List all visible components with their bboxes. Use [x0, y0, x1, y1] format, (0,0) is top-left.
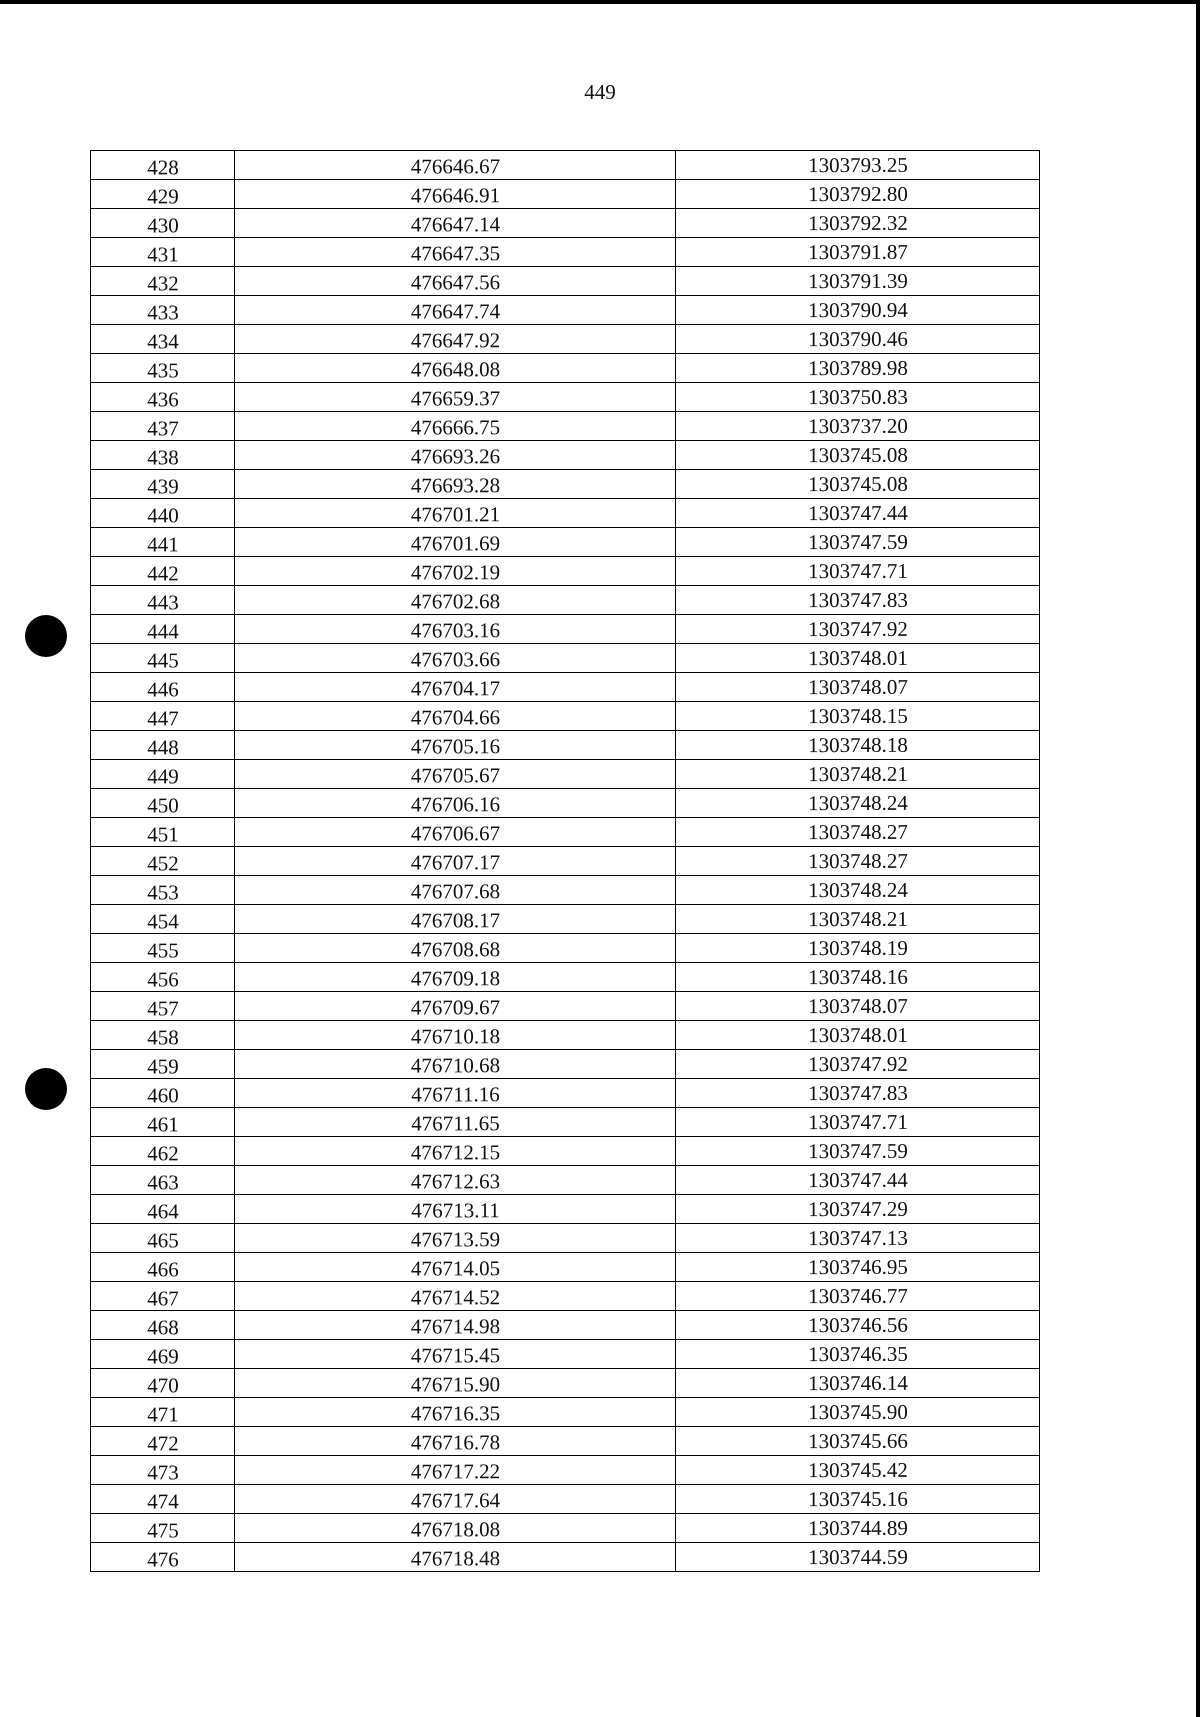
x-coordinate-cell: 476707.68 — [234, 875, 675, 906]
point-number-cell: 435 — [90, 355, 234, 385]
y-coordinate-cell: 1303790.94 — [675, 294, 1039, 324]
table-row — [90, 874, 1039, 906]
y-coordinate-cell: 1303748.15 — [675, 700, 1039, 730]
point-number-cell: 449 — [90, 761, 234, 791]
x-coordinate-cell: 476715.45 — [234, 1339, 675, 1370]
table-row — [90, 1367, 1039, 1399]
table-row — [90, 961, 1039, 993]
x-coordinate-cell: 476646.67 — [234, 150, 675, 181]
x-coordinate-cell: 476716.35 — [234, 1397, 675, 1428]
x-coordinate-cell: 476709.18 — [234, 962, 675, 993]
y-coordinate-cell: 1303748.27 — [675, 845, 1039, 875]
table-row — [90, 1396, 1039, 1428]
table-row — [90, 1251, 1039, 1283]
x-coordinate-cell: 476715.90 — [234, 1368, 675, 1399]
table-row — [90, 1425, 1039, 1457]
x-coordinate-cell: 476718.48 — [234, 1542, 675, 1573]
y-coordinate-cell: 1303748.18 — [675, 729, 1039, 759]
point-number-cell: 439 — [90, 471, 234, 501]
table-row — [90, 265, 1039, 297]
scan-border-right — [1196, 0, 1200, 1717]
x-coordinate-cell: 476702.19 — [234, 556, 675, 587]
x-coordinate-cell: 476713.11 — [234, 1194, 675, 1225]
x-coordinate-cell: 476711.65 — [234, 1107, 675, 1138]
point-number-cell: 432 — [90, 268, 234, 298]
table-row — [90, 294, 1039, 326]
table-row — [90, 497, 1039, 529]
x-coordinate-cell: 476714.05 — [234, 1252, 675, 1283]
point-number-cell: 428 — [90, 152, 234, 182]
point-number-cell: 465 — [90, 1225, 234, 1255]
point-number-cell: 437 — [90, 413, 234, 443]
y-coordinate-cell: 1303792.80 — [675, 178, 1039, 208]
x-coordinate-cell: 476647.56 — [234, 266, 675, 297]
table-row — [90, 1048, 1039, 1080]
table-row — [90, 468, 1039, 500]
x-coordinate-cell: 476705.16 — [234, 730, 675, 761]
point-number-cell: 461 — [90, 1109, 234, 1139]
point-number-cell: 460 — [90, 1080, 234, 1110]
page-number: 449 — [584, 80, 616, 104]
point-number-cell: 448 — [90, 732, 234, 762]
x-coordinate-cell: 476647.74 — [234, 295, 675, 326]
y-coordinate-cell: 1303744.59 — [675, 1541, 1039, 1571]
table-row — [90, 1135, 1039, 1167]
y-coordinate-cell: 1303747.44 — [675, 1164, 1039, 1194]
point-number-cell: 458 — [90, 1022, 234, 1052]
point-number-cell: 468 — [90, 1312, 234, 1342]
table-row — [90, 381, 1039, 413]
table-row — [90, 439, 1039, 471]
scan-border-top — [0, 0, 1200, 4]
y-coordinate-cell: 1303747.83 — [675, 1077, 1039, 1107]
point-number-cell: 443 — [90, 587, 234, 617]
x-coordinate-cell: 476705.67 — [234, 759, 675, 790]
x-coordinate-cell: 476647.35 — [234, 237, 675, 268]
table-row — [90, 236, 1039, 268]
point-number-cell: 430 — [90, 210, 234, 240]
x-coordinate-cell: 476704.17 — [234, 672, 675, 703]
x-coordinate-cell: 476717.22 — [234, 1455, 675, 1486]
table-row — [90, 613, 1039, 645]
point-number-cell: 442 — [90, 558, 234, 588]
y-coordinate-cell: 1303790.46 — [675, 323, 1039, 353]
y-coordinate-cell: 1303745.08 — [675, 439, 1039, 469]
point-number-cell: 455 — [90, 935, 234, 965]
x-coordinate-cell: 476712.63 — [234, 1165, 675, 1196]
x-coordinate-cell: 476711.16 — [234, 1078, 675, 1109]
point-number-cell: 436 — [90, 384, 234, 414]
x-coordinate-cell: 476706.67 — [234, 817, 675, 848]
y-coordinate-cell: 1303747.59 — [675, 526, 1039, 556]
y-coordinate-cell: 1303748.24 — [675, 874, 1039, 904]
y-coordinate-cell: 1303746.95 — [675, 1251, 1039, 1281]
x-coordinate-cell: 476647.92 — [234, 324, 675, 355]
point-number-cell: 429 — [90, 181, 234, 211]
table-row — [90, 1193, 1039, 1225]
y-coordinate-cell: 1303748.21 — [675, 758, 1039, 788]
table-row — [90, 729, 1039, 761]
x-coordinate-cell: 476709.67 — [234, 991, 675, 1022]
table-row — [90, 526, 1039, 558]
x-coordinate-cell: 476718.08 — [234, 1513, 675, 1544]
coordinates-table-body — [91, 151, 1040, 1572]
point-number-cell: 452 — [90, 848, 234, 878]
y-coordinate-cell: 1303746.77 — [675, 1280, 1039, 1310]
table-row — [90, 816, 1039, 848]
y-coordinate-cell: 1303747.13 — [675, 1222, 1039, 1252]
table-row — [90, 1338, 1039, 1370]
y-coordinate-cell: 1303748.07 — [675, 671, 1039, 701]
y-coordinate-cell: 1303748.01 — [675, 642, 1039, 672]
table-row — [90, 555, 1039, 587]
y-coordinate-cell: 1303748.07 — [675, 990, 1039, 1020]
y-coordinate-cell: 1303748.01 — [675, 1019, 1039, 1049]
point-number-cell: 447 — [90, 703, 234, 733]
y-coordinate-cell: 1303748.27 — [675, 816, 1039, 846]
table-row — [90, 1454, 1039, 1486]
table-row — [90, 1164, 1039, 1196]
point-number-cell: 441 — [90, 529, 234, 559]
y-coordinate-cell: 1303746.35 — [675, 1338, 1039, 1368]
point-number-cell: 446 — [90, 674, 234, 704]
point-number-cell: 466 — [90, 1254, 234, 1284]
point-number-cell: 456 — [90, 964, 234, 994]
y-coordinate-cell: 1303745.42 — [675, 1454, 1039, 1484]
table-row — [90, 642, 1039, 674]
x-coordinate-cell: 476647.14 — [234, 208, 675, 239]
x-coordinate-cell: 476702.68 — [234, 585, 675, 616]
y-coordinate-cell: 1303748.19 — [675, 932, 1039, 962]
y-coordinate-cell: 1303746.56 — [675, 1309, 1039, 1339]
point-number-cell: 459 — [90, 1051, 234, 1081]
point-number-cell: 457 — [90, 993, 234, 1023]
point-number-cell: 464 — [90, 1196, 234, 1226]
y-coordinate-cell: 1303748.21 — [675, 903, 1039, 933]
table-row — [90, 584, 1039, 616]
table-row — [90, 1483, 1039, 1515]
y-coordinate-cell: 1303750.83 — [675, 381, 1039, 411]
table-row — [90, 1309, 1039, 1341]
table-row — [90, 323, 1039, 355]
table-row — [90, 990, 1039, 1022]
y-coordinate-cell: 1303745.66 — [675, 1425, 1039, 1455]
x-coordinate-cell: 476701.21 — [234, 498, 675, 529]
table-row — [90, 149, 1039, 181]
point-number-cell: 462 — [90, 1138, 234, 1168]
table-row — [90, 207, 1039, 239]
y-coordinate-cell: 1303748.16 — [675, 961, 1039, 991]
x-coordinate-cell: 476713.59 — [234, 1223, 675, 1254]
point-number-cell: 471 — [90, 1399, 234, 1429]
x-coordinate-cell: 476701.69 — [234, 527, 675, 558]
x-coordinate-cell: 476710.18 — [234, 1020, 675, 1051]
point-number-cell: 476 — [90, 1544, 234, 1574]
x-coordinate-cell: 476714.52 — [234, 1281, 675, 1312]
table-row — [90, 932, 1039, 964]
x-coordinate-cell: 476703.66 — [234, 643, 675, 674]
x-coordinate-cell: 476716.78 — [234, 1426, 675, 1457]
table-row — [90, 671, 1039, 703]
point-number-cell: 470 — [90, 1370, 234, 1400]
y-coordinate-cell: 1303745.90 — [675, 1396, 1039, 1426]
y-coordinate-cell: 1303737.20 — [675, 410, 1039, 440]
y-coordinate-cell: 1303748.24 — [675, 787, 1039, 817]
x-coordinate-cell: 476648.08 — [234, 353, 675, 384]
point-number-cell: 434 — [90, 326, 234, 356]
table-row — [90, 787, 1039, 819]
y-coordinate-cell: 1303791.39 — [675, 265, 1039, 295]
x-coordinate-cell: 476659.37 — [234, 382, 675, 413]
y-coordinate-cell: 1303747.44 — [675, 497, 1039, 527]
x-coordinate-cell: 476714.98 — [234, 1310, 675, 1341]
point-number-cell: 453 — [90, 877, 234, 907]
x-coordinate-cell: 476693.26 — [234, 440, 675, 471]
point-number-cell: 463 — [90, 1167, 234, 1197]
y-coordinate-cell: 1303747.92 — [675, 613, 1039, 643]
x-coordinate-cell: 476666.75 — [234, 411, 675, 442]
y-coordinate-cell: 1303744.89 — [675, 1512, 1039, 1542]
y-coordinate-cell: 1303792.32 — [675, 207, 1039, 237]
table-row — [90, 352, 1039, 384]
y-coordinate-cell: 1303747.83 — [675, 584, 1039, 614]
table-row — [90, 1106, 1039, 1138]
x-coordinate-cell: 476708.68 — [234, 933, 675, 964]
point-number-cell: 474 — [90, 1486, 234, 1516]
point-number-cell: 454 — [90, 906, 234, 936]
point-number-cell: 450 — [90, 790, 234, 820]
x-coordinate-cell: 476710.68 — [234, 1049, 675, 1080]
point-number-cell: 444 — [90, 616, 234, 646]
point-number-cell: 440 — [90, 500, 234, 530]
table-row — [90, 1077, 1039, 1109]
y-coordinate-cell: 1303791.87 — [675, 236, 1039, 266]
x-coordinate-cell: 476706.16 — [234, 788, 675, 819]
y-coordinate-cell: 1303745.16 — [675, 1483, 1039, 1513]
x-coordinate-cell: 476704.66 — [234, 701, 675, 732]
table-row — [90, 410, 1039, 442]
x-coordinate-cell: 476693.28 — [234, 469, 675, 500]
x-coordinate-cell: 476717.64 — [234, 1484, 675, 1515]
table-row — [90, 758, 1039, 790]
punch-hole — [25, 1068, 67, 1110]
table-row — [90, 178, 1039, 210]
point-number-cell: 431 — [90, 239, 234, 269]
y-coordinate-cell: 1303747.71 — [675, 1106, 1039, 1136]
y-coordinate-cell: 1303747.59 — [675, 1135, 1039, 1165]
point-number-cell: 469 — [90, 1341, 234, 1371]
point-number-cell: 472 — [90, 1428, 234, 1458]
point-number-cell: 445 — [90, 645, 234, 675]
table-row — [90, 1222, 1039, 1254]
table-row — [90, 1541, 1039, 1573]
y-coordinate-cell: 1303789.98 — [675, 352, 1039, 382]
table-row — [90, 903, 1039, 935]
table-row — [90, 700, 1039, 732]
y-coordinate-cell: 1303746.14 — [675, 1367, 1039, 1397]
point-number-cell: 467 — [90, 1283, 234, 1313]
x-coordinate-cell: 476646.91 — [234, 179, 675, 210]
y-coordinate-cell: 1303747.71 — [675, 555, 1039, 585]
point-number-cell: 438 — [90, 442, 234, 472]
punch-hole — [25, 615, 67, 657]
point-number-cell: 451 — [90, 819, 234, 849]
point-number-cell: 473 — [90, 1457, 234, 1487]
x-coordinate-cell: 476703.16 — [234, 614, 675, 645]
table-row — [90, 1019, 1039, 1051]
y-coordinate-cell: 1303793.25 — [675, 149, 1039, 179]
point-number-cell: 433 — [90, 297, 234, 327]
x-coordinate-cell: 476712.15 — [234, 1136, 675, 1167]
y-coordinate-cell: 1303745.08 — [675, 468, 1039, 498]
y-coordinate-cell: 1303747.92 — [675, 1048, 1039, 1078]
table-row — [90, 1512, 1039, 1544]
coordinates-table — [90, 150, 1040, 1572]
y-coordinate-cell: 1303747.29 — [675, 1193, 1039, 1223]
table-row — [90, 1280, 1039, 1312]
x-coordinate-cell: 476707.17 — [234, 846, 675, 877]
table-row — [90, 845, 1039, 877]
point-number-cell: 475 — [90, 1515, 234, 1545]
x-coordinate-cell: 476708.17 — [234, 904, 675, 935]
